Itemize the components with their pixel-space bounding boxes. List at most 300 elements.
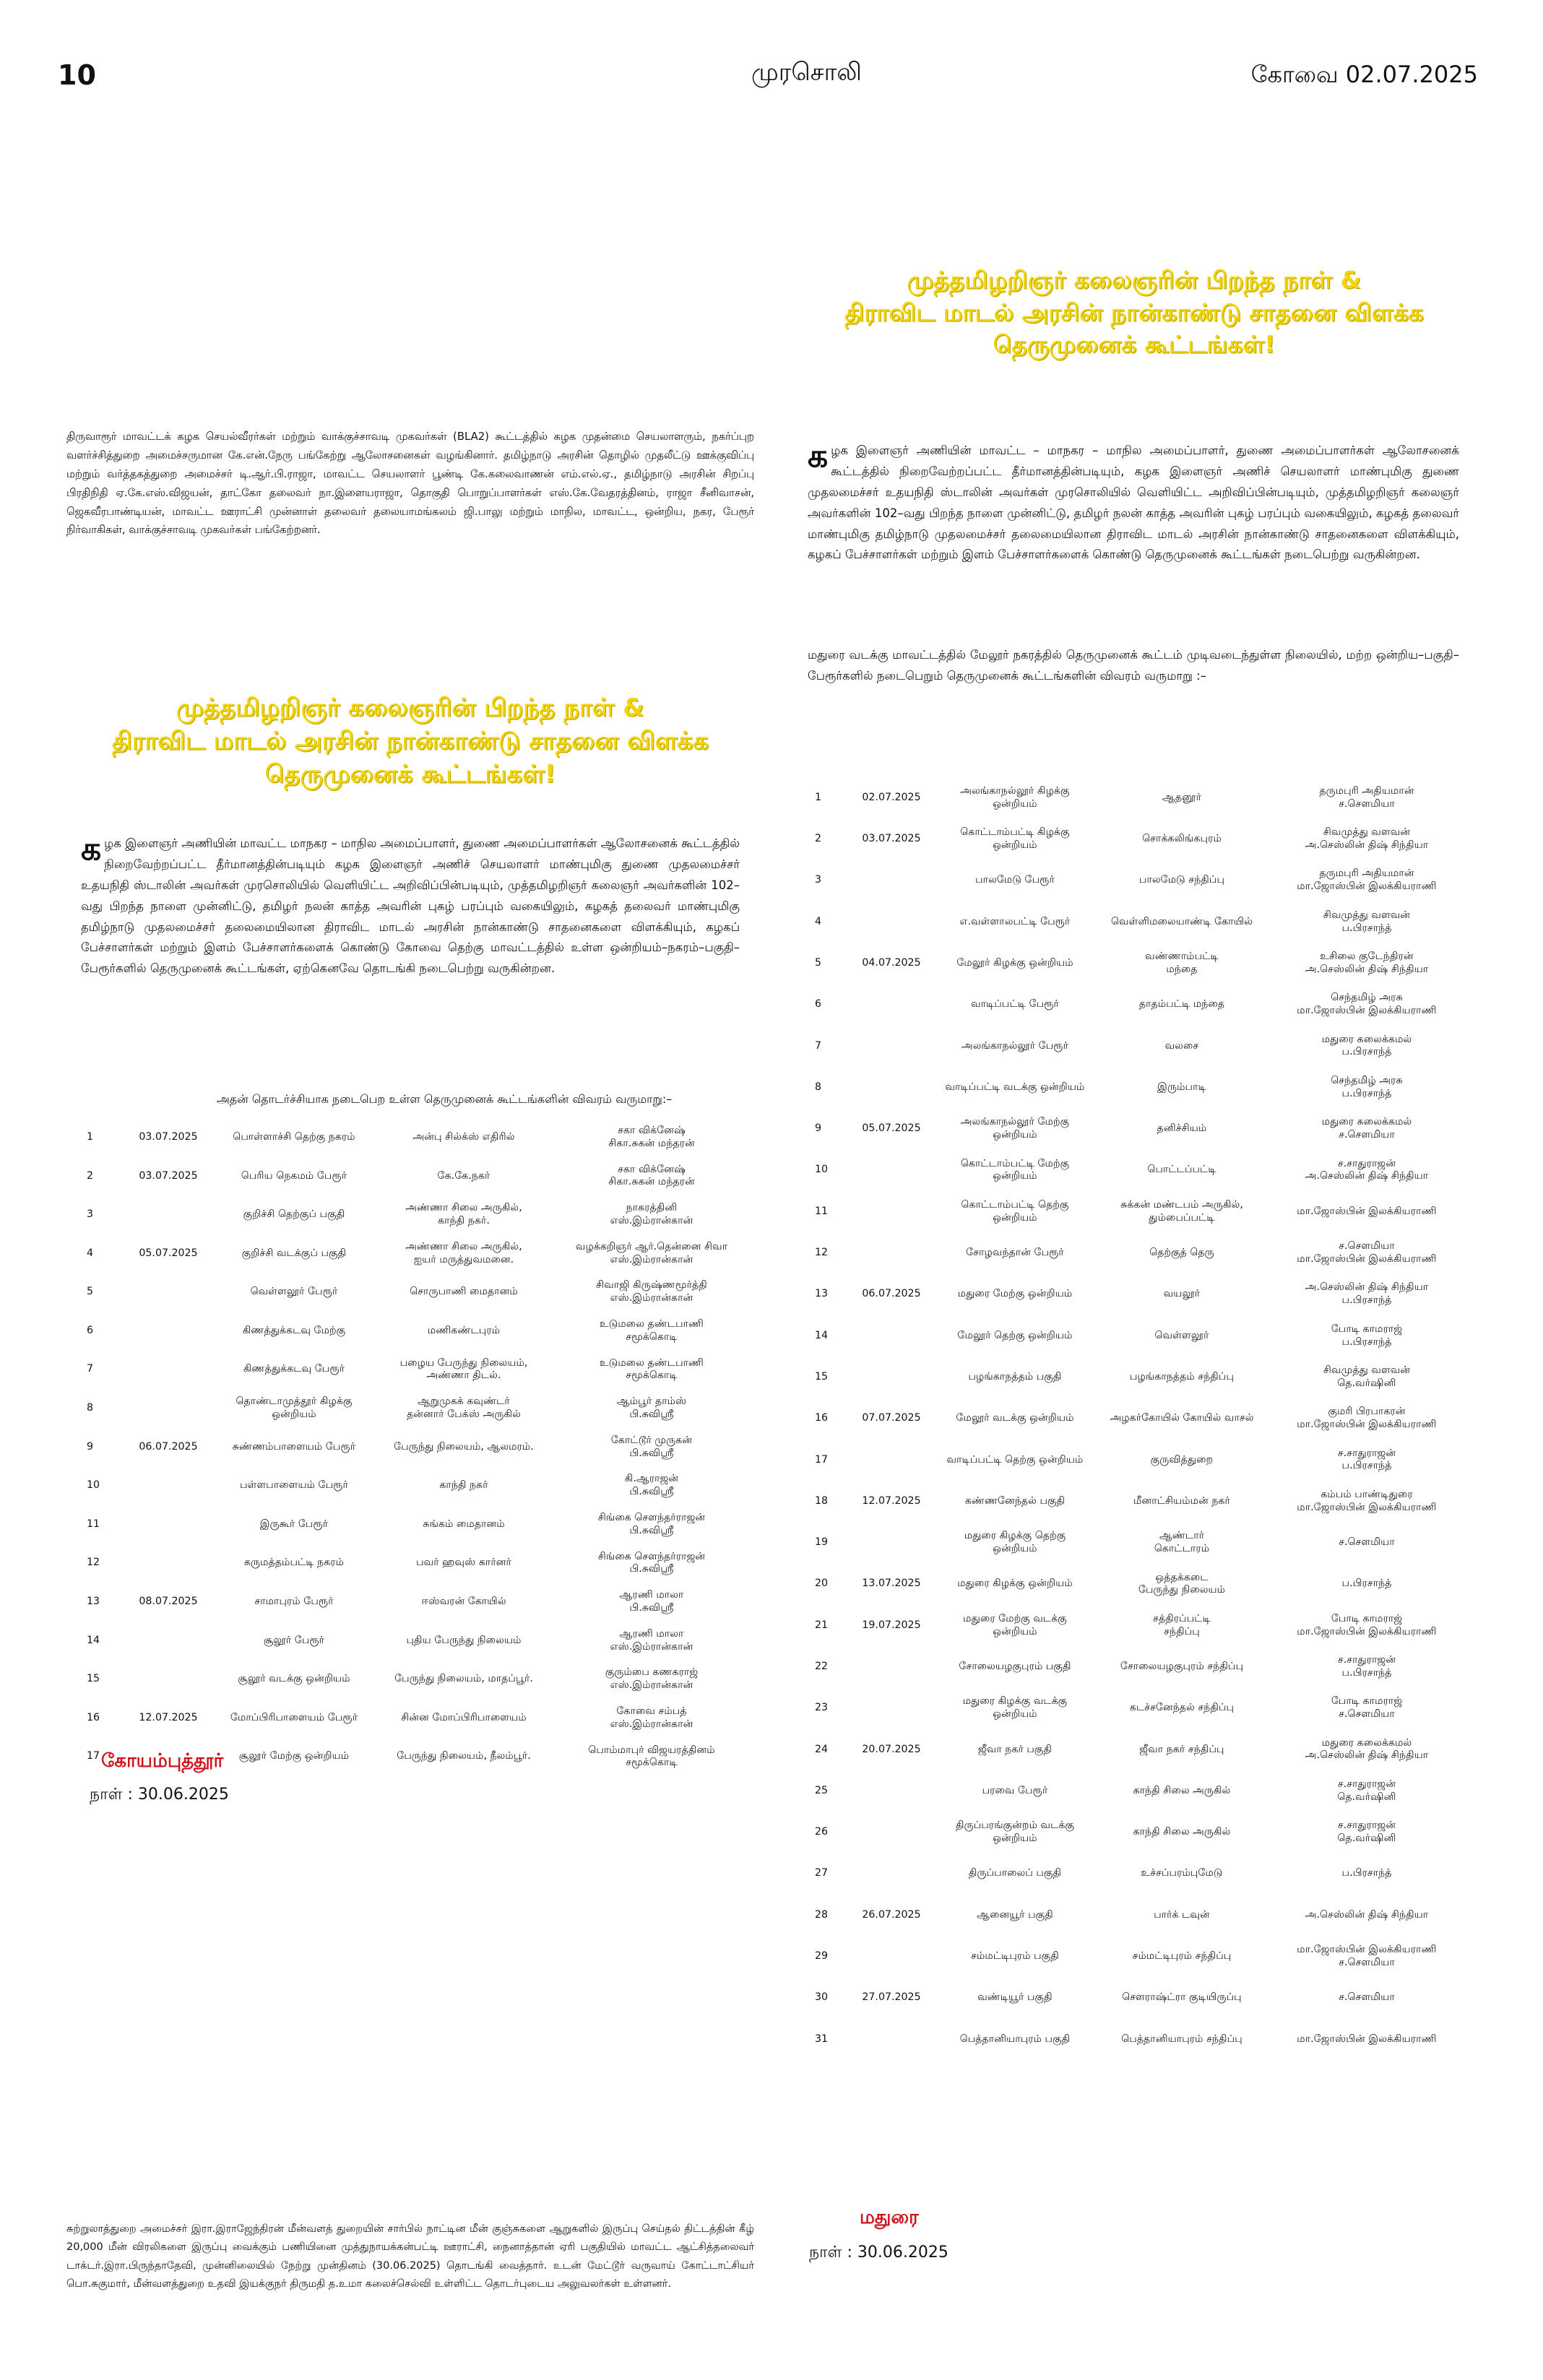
cell-sn: 2 xyxy=(87,1169,94,1182)
cell-venue: பெத்தானியாபுரம் சந்திப்பு xyxy=(1121,2033,1242,2045)
cell-sn: 29 xyxy=(815,1950,829,1963)
cell-venue: மணிகண்டபுரம் xyxy=(427,1324,501,1336)
cell-date xyxy=(126,1273,211,1312)
table-row xyxy=(81,1195,753,1234)
cell-venue: சௌராஷ்ட்ரா குடியிருப்பு xyxy=(1122,1991,1242,2004)
cell-area: வெள்ளலூர் பேரூர் xyxy=(250,1286,338,1298)
cell-sn: 19 xyxy=(815,1536,829,1549)
cell-sn: 16 xyxy=(815,1412,829,1424)
cell-sn: 10 xyxy=(815,1164,829,1176)
cell-speakers: ஆரணி மாலா எஸ்.இம்ரான்கான் xyxy=(610,1627,693,1653)
cell-speakers: போடி காமராஜ் ச.சௌமியா xyxy=(1331,1695,1403,1721)
cell-sn: 5 xyxy=(815,956,822,969)
cell-sn: 13 xyxy=(87,1596,100,1608)
cell-venue: பேருந்து நிலையம், நீலம்பூர். xyxy=(397,1750,531,1762)
cell-date: 03.07.2025 xyxy=(139,1130,198,1143)
title-line-2: திராவிட மாடல் அரசின் நான்காண்டு சாதனை விளக்க xyxy=(844,298,1424,326)
cell-area: சோழவந்தான் பேரூர் xyxy=(966,1247,1064,1259)
cell-date xyxy=(126,1544,211,1583)
cell-venue: வயலூர் xyxy=(1163,1288,1201,1300)
table-row xyxy=(81,1660,753,1699)
cell-area: கொட்டாம்பட்டி கிழக்கு ஒன்றியம் xyxy=(960,826,1070,851)
cell-area: கிணத்துக்கடவு பேரூர் xyxy=(243,1363,345,1375)
table-row xyxy=(809,1978,1468,2019)
left-intro xyxy=(81,831,740,979)
cell-area: கொட்டாம்பட்டி மேற்கு ஒன்றியம் xyxy=(960,1157,1070,1182)
cell-date xyxy=(851,1853,932,1895)
cell-area: பரவை பேரூர் xyxy=(982,1784,1048,1796)
cell-sn: 6 xyxy=(815,998,822,1011)
table-row xyxy=(81,1234,753,1273)
cell-date: 02.07.2025 xyxy=(862,791,921,803)
cell-venue: ஒத்தக்கடை பேருந்து நிலையம் xyxy=(1138,1571,1226,1596)
cell-area: சோலையழகுபுரம் பகுதி xyxy=(959,1661,1071,1672)
left-dropcap: க xyxy=(81,831,102,867)
cell-venue: சம்மட்டிபுரம் சந்திப்பு xyxy=(1132,1950,1232,1963)
cell-area: சம்மட்டிபுரம் பகுதி xyxy=(971,1950,1059,1963)
table-row xyxy=(809,943,1468,984)
cell-date: 03.07.2025 xyxy=(862,833,921,845)
cell-sn: 23 xyxy=(815,1702,829,1714)
cell-area: அலங்காநல்லூர் மேற்கு ஒன்றியம் xyxy=(960,1116,1070,1141)
cell-area: மதுரை கிழக்கு ஒன்றியம் xyxy=(957,1578,1073,1590)
table-row xyxy=(81,1428,753,1467)
table-row xyxy=(81,1389,753,1428)
table-row xyxy=(81,1466,753,1505)
left-lead: அதன் தொடர்ச்சியாக நடைபெற உள்ள தெருமுனைக் கூட்டங்களின் விவரம் வருமாறு:– xyxy=(217,1092,673,1106)
cell-sn: 12 xyxy=(87,1557,100,1569)
cell-sn: 5 xyxy=(87,1286,94,1298)
table-row xyxy=(809,1440,1468,1481)
cell-sn: 8 xyxy=(815,1081,822,1093)
cell-area: மோப்பிரிபாளையம் பேரூர் xyxy=(230,1711,358,1723)
cell-sn: 28 xyxy=(815,1908,829,1921)
title-line-1: முத்தமிழறிஞர் கலைஞரின் பிறந்த நாள் & xyxy=(907,266,1362,294)
cell-area: கிணத்துக்கடவு மேற்கு xyxy=(242,1324,346,1336)
cell-venue: சோலையழகுபுரம் சந்திப்பு xyxy=(1120,1661,1244,1672)
cell-date xyxy=(851,1936,932,1977)
cell-sn: 9 xyxy=(815,1122,822,1135)
cell-date xyxy=(851,1522,932,1563)
cell-speakers: ச.சாதுராஜன் அ.செஸ்லின் திஷ் சிந்தியா xyxy=(1305,1157,1429,1182)
cell-sn: 3 xyxy=(815,874,822,886)
cell-sn: 1 xyxy=(87,1130,94,1143)
cell-venue: அண்ணா சிலை அருகில், காந்தி நகர். xyxy=(405,1202,522,1226)
cell-sn: 9 xyxy=(87,1440,94,1453)
cell-venue: ஆதனூர் xyxy=(1162,791,1202,803)
table-row xyxy=(809,1026,1468,1067)
cell-speakers: நாகரத்தினி எஸ்.இம்ரான்கான் xyxy=(610,1202,693,1226)
cell-speakers: உடுமலை தண்டபாணி சமூக்கொடி xyxy=(599,1318,704,1343)
cell-sn: 4 xyxy=(815,915,822,927)
cell-area: மதுரை மேற்கு வடக்கு ஒன்றியம் xyxy=(963,1612,1067,1637)
table-row xyxy=(81,1505,753,1544)
cell-sn: 8 xyxy=(87,1402,94,1414)
right-title xyxy=(809,264,1459,361)
cell-venue: குருவித்துறை xyxy=(1150,1453,1214,1466)
table-row xyxy=(809,1356,1468,1398)
table-row xyxy=(809,1150,1468,1191)
cell-venue: ஈஸ்வரன் கோயில் xyxy=(421,1596,506,1608)
cell-area: தொண்டாமுத்தூர் கிழக்கு ஒன்றியம் xyxy=(235,1395,353,1420)
cell-venue: ஆறுமுகக் கவுண்டர் தன்னார் பேக்ஸ் அருகில் xyxy=(407,1395,521,1420)
cell-area: ஜீவா நகர் பகுதி xyxy=(977,1743,1053,1755)
cell-speakers: பொம்மாபுர் விஜயரத்தினம் சமூக்கொடி xyxy=(588,1744,715,1769)
cell-date: 20.07.2025 xyxy=(862,1743,921,1755)
cell-area: வாடிப்பட்டி பேரூர் xyxy=(971,998,1059,1011)
cell-venue: பாலமேடு சந்திப்பு xyxy=(1138,874,1225,886)
cell-speakers: சிவமுத்து வளவன் ப.பிரசாந்த் xyxy=(1323,909,1411,934)
table-row xyxy=(81,1273,753,1312)
left-place: கோயம்புத்தூர் xyxy=(101,1750,224,1772)
cell-venue: வலசை xyxy=(1164,1039,1199,1052)
cell-sn: 1 xyxy=(815,791,822,803)
cell-speakers: ஆம்பூர் தாம்ஸ் பி.சுவிஸ்ரீ xyxy=(616,1395,687,1420)
cell-date xyxy=(851,901,932,943)
cell-venue: பேருந்து நிலையம், ஆலமரம். xyxy=(394,1440,534,1453)
table-row xyxy=(809,1274,1468,1315)
cell-sn: 14 xyxy=(815,1329,829,1341)
cell-area: மதுரை மேற்கு ஒன்றியம் xyxy=(957,1288,1073,1300)
cell-venue: பார்க் டவுன் xyxy=(1154,1908,1210,1921)
cell-speakers: ச.சாதுராஜன் தெ.வர்ஷினி xyxy=(1337,1778,1396,1803)
cell-area: திருப்பாலைப் பகுதி xyxy=(968,1867,1062,1879)
masthead: முரசொலி xyxy=(751,58,862,87)
cell-date xyxy=(126,1622,211,1661)
table-row xyxy=(809,1812,1468,1853)
cell-speakers: அ.செஸ்லின் திஷ் சிந்தியா xyxy=(1305,1908,1429,1921)
cell-area: சூலூர் வடக்கு ஒன்றியம் xyxy=(238,1673,350,1685)
cell-speakers: உடுமலை தண்டபாணி சமூக்கொடி xyxy=(599,1356,704,1382)
table-row xyxy=(809,777,1468,818)
cell-date xyxy=(851,1812,932,1853)
cell-venue: உச்சப்பரம்புமேடு xyxy=(1141,1867,1223,1879)
cell-speakers: தருமபுரி அதியமான் ச.சௌமியா xyxy=(1319,784,1414,810)
cell-area: அலங்காநல்லூர் கிழக்கு ஒன்றியம் xyxy=(960,784,1070,810)
left-place-date: நாள் : 30.06.2025 xyxy=(90,1786,229,1804)
cell-area: சூலூர் மேற்கு ஒன்றியம் xyxy=(238,1750,350,1762)
cell-speakers: மா.ஜோஸ்பின் இலக்கியராணி xyxy=(1297,1205,1437,1217)
cell-date: 06.07.2025 xyxy=(139,1440,198,1453)
cell-area: பாலமேடு பேரூர் xyxy=(975,874,1055,886)
table-row xyxy=(809,901,1468,943)
cell-date xyxy=(851,1646,932,1687)
cell-venue: வண்ணாம்பட்டி மந்தை xyxy=(1145,951,1219,975)
right-schedule-table xyxy=(809,777,1468,2060)
cell-date: 12.07.2025 xyxy=(862,1494,921,1507)
cell-date xyxy=(851,1440,932,1481)
cell-speakers: ச.சௌமியா xyxy=(1339,1536,1395,1549)
cell-area: பள்ளபாளையம் பேரூர் xyxy=(240,1479,348,1492)
cell-date: 05.07.2025 xyxy=(862,1122,921,1135)
cell-area: குறிச்சி தெற்குப் பகுதி xyxy=(243,1208,345,1221)
table-row xyxy=(809,2019,1468,2060)
cell-area: பெத்தானியாபுரம் பகுதி xyxy=(959,2033,1071,2045)
cell-venue: தெற்குத் தெரு xyxy=(1149,1247,1214,1259)
cell-speakers: கம்பம் பாண்டிதுரை மா.ஜோஸ்பின் இலக்கியராணி xyxy=(1297,1488,1437,1513)
cell-date xyxy=(851,1356,932,1398)
cell-date xyxy=(851,1026,932,1067)
cell-date xyxy=(851,1770,932,1812)
cell-sn: 10 xyxy=(87,1479,100,1492)
cell-venue: அழகர்கோயில் கோயில் வாசல் xyxy=(1110,1412,1254,1424)
cell-speakers: ஆரணி மாலா பி.சுவிஸ்ரீ xyxy=(619,1589,684,1614)
cell-area: ஆனையூர் பகுதி xyxy=(977,1908,1053,1921)
cell-area: மேலூர் வடக்கு ஒன்றியம் xyxy=(956,1412,1074,1424)
table-row xyxy=(809,1729,1468,1770)
cell-speakers: செந்தமிழ் அரசு ப.பிரசாந்த் xyxy=(1331,1074,1403,1099)
cell-speakers: கோவை சம்பத் எஸ்.இம்ரான்கான் xyxy=(610,1705,693,1730)
cell-venue: காந்தி சிலை அருகில் xyxy=(1133,1826,1231,1838)
table-row xyxy=(809,1191,1468,1232)
cell-sn: 11 xyxy=(815,1205,829,1217)
table-row xyxy=(81,1544,753,1583)
cell-venue: ஆண்டார் கொட்டாரம் xyxy=(1154,1530,1210,1554)
cell-speakers: மா.ஜோஸ்பின் இலக்கியராணி xyxy=(1297,2033,1437,2045)
cell-area: மதுரை கிழக்கு தெற்கு ஒன்றியம் xyxy=(964,1530,1066,1554)
cell-sn: 2 xyxy=(815,833,822,845)
cell-venue: கே.கே.நகர் xyxy=(437,1169,490,1182)
cell-date: 03.07.2025 xyxy=(139,1169,198,1182)
table-row xyxy=(809,1646,1468,1687)
cell-speakers: சகா விக்னேஷ் சிகா.சுகன் மந்தரன் xyxy=(608,1125,695,1149)
cell-sn: 30 xyxy=(815,1991,829,2004)
cell-speakers: வழக்கறிஞர் ஆர்.தென்னை சிவா எஸ்.இம்ரான்கான் xyxy=(575,1240,728,1265)
cell-date: 05.07.2025 xyxy=(139,1247,198,1259)
cell-venue: பொட்டப்பட்டி xyxy=(1147,1164,1216,1176)
cell-date: 26.07.2025 xyxy=(862,1908,921,1921)
edition-date: கோவை 02.07.2025 xyxy=(1250,61,1478,88)
cell-venue: பவர் ஹவுஸ் கார்னர் xyxy=(416,1557,511,1569)
cell-venue: காந்தி நகர் xyxy=(439,1479,488,1492)
page-number: 10 xyxy=(58,59,96,91)
cell-sn: 20 xyxy=(815,1578,829,1590)
cell-area: கருமத்தம்பட்டி நகரம் xyxy=(243,1557,345,1569)
cell-date: 13.07.2025 xyxy=(862,1578,921,1590)
cell-speakers: கோட்டூர் முருகன் பி.சுவிஸ்ரீ xyxy=(610,1434,693,1459)
cell-speakers: போடி காமராஜ் மா.ஜோஸ்பின் இலக்கியராணி xyxy=(1297,1612,1437,1637)
cell-date xyxy=(851,2019,932,2060)
table-row xyxy=(809,1232,1468,1273)
right-dropcap: க xyxy=(808,438,829,475)
cell-venue: கடச்சனேந்தல் சந்திப்பு xyxy=(1129,1702,1235,1714)
cell-sn: 15 xyxy=(815,1370,829,1382)
cell-speakers: சிவமுத்து வளவன் அ.செஸ்லின் திஷ் சிந்தியா xyxy=(1305,826,1429,851)
cell-date xyxy=(126,1505,211,1544)
cell-speakers: சிங்கை சௌந்தர்ராஜன் பி.சுவிஸ்ரீ xyxy=(597,1511,706,1536)
cell-venue: தனிச்சியம் xyxy=(1157,1122,1207,1135)
cell-speakers: ச.சௌமியா மா.ஜோஸ்பின் இலக்கியராணி xyxy=(1297,1240,1437,1265)
table-row xyxy=(81,1622,753,1661)
cell-venue: சுங்கம் மைதானம் xyxy=(423,1518,505,1530)
table-row xyxy=(81,1351,753,1390)
cell-speakers: சகா விக்னேஷ் சிகா.சுகன் மந்தரன் xyxy=(608,1163,695,1188)
cell-speakers: செந்தமிழ் அரசு மா.ஜோஸ்பின் இலக்கியராணி xyxy=(1297,992,1437,1017)
right-lead: மதுரை வடக்கு மாவட்டத்தில் மேலூர் நகரத்தில் தெருமுனைக் கூட்டம் முடிவடைந்துள்ள நிலையில், மற்ற ஒன்றிய–பகுதி–பேரூர்களில் நடைபெறும் தெருமுனைக் கூட்டங்களின் விவரம் வருமாறு :– xyxy=(808,648,1459,683)
table-row xyxy=(809,1853,1468,1895)
cell-speakers: மதுரை கலைக்கமல் அ.செஸ்லின் திஷ் சிந்தியா xyxy=(1305,1736,1429,1762)
cell-venue: புதிய பேருந்து நிலையம் xyxy=(406,1634,522,1646)
cell-sn: 26 xyxy=(815,1826,829,1838)
cell-sn: 4 xyxy=(87,1247,94,1259)
bottom-left-paragraph: சுற்றுலாத்துறை அமைச்சர் இரா.இராஜேந்திரன் மீன்வளத் துறையின் சார்பில் நாட்டின மீன் குஞ்சுகளை ஆறுகளில் இருப்பு செய்தல் திட்டத்தின் கீழ் 20,000 மீன் விரலிகளை இருப்பு வைக்கும் பணியினை முத்துநாயக்கன்பட்டி ஊராட்சி, நைனாத்தான் ஏரி பகுதியில் மாவட்ட ஆட்சித்தலைவர் டாக்டர்.இரா.பிருந்தாதேவி, முன்னிலையில் நேற்று முன்தினம் (30.06.2025) தொடங்கி வைத்தார். உடன் மேட்டூர் வருவாய் கோட்டாட்சியர் பொ.சுகுமார், மீன்வளத்துறை உதவி இயக்குநர் திருமதி த.உமா கலைச்செல்வி உள்ளிட்ட தொடர்புடைய அலுவலர்கள் உள்ளனர். xyxy=(66,2223,754,2290)
cell-date: 07.07.2025 xyxy=(862,1412,921,1424)
cell-speakers: போடி காமராஜ் ப.பிரசாந்த் xyxy=(1331,1323,1403,1348)
cell-sn: 12 xyxy=(815,1247,829,1259)
cell-date: 27.07.2025 xyxy=(862,1991,921,2004)
cell-sn: 13 xyxy=(815,1288,829,1300)
cell-date xyxy=(851,1150,932,1191)
cell-sn: 16 xyxy=(87,1711,100,1723)
cell-sn: 6 xyxy=(87,1324,94,1336)
cell-area: சுண்ணம்பாளையம் பேரூர் xyxy=(232,1440,356,1453)
cell-speakers: கி.ஆராஜன் பி.சுவிஸ்ரீ xyxy=(624,1473,679,1498)
cell-speakers: மதுரை கலைக்கமல் ப.பிரசாந்த் xyxy=(1321,1033,1412,1058)
cell-speakers: மா.ஜோஸ்பின் இலக்கியராணி ச.சௌமியா xyxy=(1297,1944,1437,1968)
cell-speakers: குமரி பிரபாகரன் மா.ஜோஸ்பின் இலக்கியராணி xyxy=(1297,1406,1437,1431)
cell-area: மேலூர் தெற்கு ஒன்றியம் xyxy=(957,1329,1073,1341)
cell-date xyxy=(126,1195,211,1234)
cell-date xyxy=(851,1232,932,1273)
cell-venue: சொக்கலிங்கபுரம் xyxy=(1142,833,1222,845)
cell-speakers: சிவாஜி கிருஷ்ணமூர்த்தி எஸ்.இம்ரான்கான் xyxy=(596,1279,707,1304)
cell-area: குறிச்சி வடக்குப் பகுதி xyxy=(241,1247,347,1259)
cell-speakers: ச.சௌமியா xyxy=(1339,1991,1395,2004)
cell-sn: 18 xyxy=(815,1494,829,1507)
cell-area: சூலூர் பேரூர் xyxy=(263,1634,325,1646)
cell-date xyxy=(126,1660,211,1699)
cell-date xyxy=(126,1351,211,1390)
cell-venue: சொருபாணி மைதானம் xyxy=(410,1286,518,1298)
table-row xyxy=(809,1688,1468,1729)
cell-date xyxy=(851,1315,932,1356)
table-row xyxy=(809,1770,1468,1812)
cell-date xyxy=(851,1191,932,1232)
cell-venue: சுக்கன் மண்டபம் அருகில், தும்பைப்பட்டி xyxy=(1120,1198,1243,1224)
cell-date xyxy=(851,1688,932,1729)
cell-area: கண்ணனேந்தல் பகுதி xyxy=(964,1494,1066,1507)
cell-area: அலங்காநல்லூர் பேரூர் xyxy=(961,1039,1068,1052)
table-row xyxy=(809,1522,1468,1563)
table-row xyxy=(809,1605,1468,1646)
cell-speakers: மதுரை கலைக்கமல் ச.சௌமியா xyxy=(1321,1116,1412,1141)
cell-area: பழங்காநத்தம் பகுதி xyxy=(968,1370,1062,1382)
table-row xyxy=(81,1312,753,1351)
cell-date xyxy=(851,984,932,1025)
cell-sn: 24 xyxy=(815,1743,829,1755)
cell-area: திருப்பரங்குன்றம் வடக்கு ஒன்றியம் xyxy=(956,1819,1074,1845)
cell-sn: 21 xyxy=(815,1619,829,1631)
cell-speakers: சிங்கை சௌந்தர்ராஜன் பி.சுவிஸ்ரீ xyxy=(597,1550,706,1575)
cell-area: இருகூர் பேரூர் xyxy=(259,1518,329,1530)
cell-date: 08.07.2025 xyxy=(139,1596,198,1608)
cell-sn: 27 xyxy=(815,1867,829,1879)
cell-venue: பேருந்து நிலையம், மாதப்பூர். xyxy=(394,1673,533,1685)
right-place-date: நாள் : 30.06.2025 xyxy=(809,2243,948,2262)
cell-date: 19.07.2025 xyxy=(862,1619,921,1631)
cell-speakers: ப.பிரசாந்த் xyxy=(1341,1867,1392,1879)
cell-area: சாமாபுரம் பேரூர் xyxy=(254,1596,334,1608)
cell-venue: மீனாட்சியம்மன் நகர் xyxy=(1133,1494,1230,1507)
title-line-1: முத்தமிழறிஞர் கலைஞரின் பிறந்த நாள் & xyxy=(176,693,644,722)
right-place: மதுரை xyxy=(860,2207,919,2228)
cell-sn: 25 xyxy=(815,1784,829,1796)
cell-sn: 7 xyxy=(87,1363,94,1375)
left-intro-text: ழக இளைஞர் அணியின் மாவட்ட மாநகர – மாநில அமைப்பாளர், துணை அமைப்பாளர்கள் ஆலோசனைக் கூட்டத்தில் நிறைவேற்றப்பட்ட தீர்மானத்தின்படியும் கழக இளைஞர் அணிச் செயலாளர் மாண்புமிகு துணை முதலமைச்சர் உதயநிதி ஸ்டாலின் அவர்கள் முரசொலியில் வெளியிட்ட அறிவிப்பின்படியும், முத்தமிழறிஞர் கலைஞர் அவர்களின் 102–வது பிறந்த நாளை முன்னிட்டு, தமிழர் நலன் காத்த அவரின் புகழ் பரப்பும் வகையிலும், கழகத் தலைவர் மாண்புமிகு தமிழ்நாடு முதலமைச்சர் தலைமையிலான திராவிட மாடல் அரசின் நான்காண்டு சாதனைகளை விளக்கியும், கழகப் பேச்சாளர்கள் மற்றும் இளம் பேச்சாளர்களைக் கொண்டு கோவை தெற்கு மாவட்டத்தில் உள்ள ஒன்றியம்–நகரம்–பகுதி–பேரூர்களில் தெருமுனைக் கூட்டங்கள், ஏற்கெனவே தொடங்கி நடைபெற்று வருகின்றன. xyxy=(81,836,740,976)
right-intro xyxy=(808,438,1459,566)
table-row xyxy=(809,1895,1468,1936)
cell-date xyxy=(851,1067,932,1108)
cell-area: வண்டியூர் பகுதி xyxy=(977,1991,1053,2004)
table-row xyxy=(81,1583,753,1622)
table-row xyxy=(809,984,1468,1025)
cell-sn: 17 xyxy=(815,1453,829,1466)
table-row xyxy=(81,1157,753,1196)
cell-area: பொள்ளாச்சி தெற்கு நகரம் xyxy=(233,1130,355,1143)
cell-speakers: ச.சாதுராஜன் ப.பிரசாந்த் xyxy=(1337,1654,1396,1679)
cell-speakers: ச.சாதுராஜன் ப.பிரசாந்த் xyxy=(1337,1447,1396,1472)
title-line-3: தெருமுனைக் கூட்டங்கள்! xyxy=(264,759,556,789)
cell-sn: 14 xyxy=(87,1634,100,1646)
cell-sn: 15 xyxy=(87,1673,100,1685)
cell-venue: சத்திரப்பட்டி சந்திப்பு xyxy=(1153,1612,1211,1637)
cell-speakers: ச.சாதுராஜன் தெ.வர்ஷினி xyxy=(1337,1819,1396,1845)
cell-sn: 3 xyxy=(87,1208,94,1221)
cell-venue: சின்ன மோப்பிரிபாளையம் xyxy=(401,1711,527,1723)
right-intro-text: ழக இளைஞர் அணியின் மாவட்ட – மாநகர – மாநில அமைப்பாளர், துணை அமைப்பாளர்கள் ஆலோசனைக் கூட்டத்தில் நிறைவேற்றப்பட்ட தீர்மானத்தின்படியும், கழக இளைஞர் அணிச் செயலாளர் மாண்புமிகு துணை முதலமைச்சர் உதயநிதி ஸ்டாலின் அவர்கள் முரசொலியில் வெளியிட்ட அறிவிப்பின்படியும், முத்தமிழறிஞர் கலைஞர் அவர்களின் 102–வது பிறந்த நாளை முன்னிட்டு, தமிழர் நலன் காத்த அவரின் புகழ் பரப்பும் வகையிலும், கழகத் தலைவர் மாண்புமிகு தமிழ்நாடு முதலமைச்சர் தலைமையிலான திராவிட மாடல் அரசின் நான்காண்டு சாதனைகளை விளக்கியும், கழகப் பேச்சாளர்கள் மற்றும் இளம் பேச்சாளர்களைக் கொண்டு தெருமுனைக் கூட்டங்கள் நடைபெற்று வருகின்றன. xyxy=(808,443,1459,562)
table-row xyxy=(809,818,1468,860)
table-row xyxy=(809,1564,1468,1605)
cell-sn: 7 xyxy=(815,1039,822,1052)
cell-speakers: குரும்பை கணகராஜ் எஸ்.இம்ரான்கான் xyxy=(605,1666,699,1692)
cell-area: மதுரை கிழக்கு வடக்கு ஒன்றியம் xyxy=(962,1695,1068,1721)
cell-venue: ஜீவா நகர் சந்திப்பு xyxy=(1139,1743,1224,1755)
cell-venue: காந்தி சிலை அருகில் xyxy=(1133,1784,1231,1796)
cell-venue: அன்பு சில்க்ஸ் எதிரில் xyxy=(412,1130,515,1143)
cell-date xyxy=(851,860,932,901)
table-row xyxy=(809,1067,1468,1108)
cell-speakers: உசிலை குடேந்திரன் அ.செஸ்லின் திஷ் சிந்தியா xyxy=(1305,951,1429,975)
table-row xyxy=(81,1699,753,1738)
cell-area: எ.வள்ளாலபட்டி பேரூர் xyxy=(959,915,1071,927)
cell-date xyxy=(126,1466,211,1505)
cell-venue: வெள்ளலூர் xyxy=(1154,1329,1209,1341)
cell-area: வாடிப்பட்டி தெற்கு ஒன்றியம் xyxy=(946,1453,1084,1466)
cell-venue: அண்ணா சிலை அருகில், ஐயர் மருத்துவமனை. xyxy=(405,1240,522,1265)
table-row xyxy=(809,860,1468,901)
cell-venue: பழைய பேருந்து நிலையம், அண்ணா திடல். xyxy=(399,1356,528,1382)
cell-venue: வெள்ளிமலையாண்டி கோயில் xyxy=(1110,915,1253,927)
table-row xyxy=(809,1315,1468,1356)
cell-sn: 22 xyxy=(815,1661,829,1672)
left-schedule-table xyxy=(81,1118,753,1776)
cell-area: மேலூர் கிழக்கு ஒன்றியம் xyxy=(956,956,1073,969)
table-row xyxy=(809,1481,1468,1522)
cell-date: 04.07.2025 xyxy=(862,956,921,969)
cell-sn: 17 xyxy=(87,1750,100,1762)
cell-date: 06.07.2025 xyxy=(862,1288,921,1300)
cell-sn: 11 xyxy=(87,1518,100,1530)
top-left-paragraph: திருவாரூர் மாவட்டக் கழக செயல்வீரர்கள் மற்றும் வாக்குச்சாவடி முகவர்கள் (BLA2) கூட்டத்தில் கழக முதன்மை செயலாளரும், நகர்ப்புற வளர்ச்சித்துறை அமைச்சருமான கே.என்.நேரு பங்கேற்று ஆலோசனைகள் வழங்கினார். தமிழ்நாடு அரசின் தொழில் முதலீட்டு ஊக்குவிப்பு மற்றும் வர்த்தகத்துறை அமைச்சர் டி.ஆர்.பி.ராஜா, மாவட்ட செயலாளர் பூண்டி கே.கலைவாணன் எம்.எல்.ஏ., தமிழ்நாடு அரசின் சிறப்பு பிரதிநிதி ஏ.கே.எஸ்.விஜயன், தாட்கோ தலைவர் நா.இளையராஜா, தொகுதி பொறுப்பாளர்கள் எஸ்.கே.வேதரத்தினம், ராஜா சீனிவாசன், ஜெகவீரபாண்டியன், மாவட்ட ஊராட்சி முன்னாள் தலைவர் தலையாமங்கலம் ஜி.பாலு மற்றும் மாநில, மாவட்ட, ஒன்றிய, நகர, பேரூர் நிர்வாகிகள், வாக்குச்சாவடி முகவர்கள் பங்கேற்றனர். xyxy=(66,430,754,537)
cell-venue: தாதம்பட்டி மந்தை xyxy=(1138,998,1225,1011)
cell-speakers: தருமபுரி அதியமான் மா.ஜோஸ்பின் இலக்கியராணி xyxy=(1297,867,1437,893)
cell-speakers: அ.செஸ்லின் திஷ் சிந்தியா ப.பிரசாந்த் xyxy=(1305,1281,1429,1307)
cell-venue: பழங்காநத்தம் சந்திப்பு xyxy=(1129,1370,1235,1382)
cell-date xyxy=(126,1312,211,1351)
cell-venue: இரும்பாடி xyxy=(1157,1081,1206,1093)
table-row xyxy=(809,1936,1468,1977)
title-line-2: திராவிட மாடல் அரசின் நான்காண்டு சாதனை விளக்க xyxy=(112,726,709,756)
